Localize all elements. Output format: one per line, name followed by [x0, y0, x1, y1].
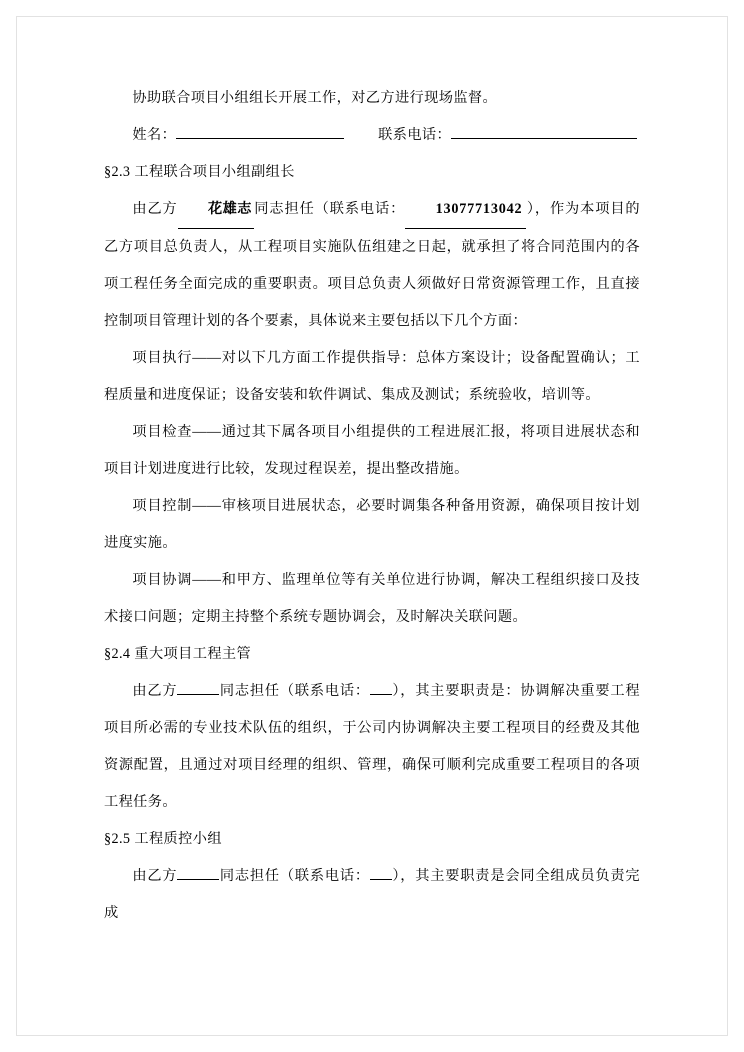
signature-line — [104, 117, 640, 154]
paragraph-2-3-e: 项目协调——和甲方、监理单位等有关单位进行协调，解决工程组织接口及技术接口问题；定期主持整个系统专题协调会，及时解决关联问题。 — [104, 572, 640, 625]
party-suffix: ），其主要职责是会同全组成员负责完成 — [104, 868, 640, 921]
party-mid: 同志担任（联系电话： — [253, 201, 406, 217]
phone-blank-field[interactable] — [451, 124, 637, 139]
document-body — [104, 80, 640, 932]
paragraph-2-3-b: 项目执行——对以下几方面工作提供指导：总体方案设计；设备配置确认；工程质量和进度保证；设备安装和软件调试、集成及测试；系统验收，培训等。 — [104, 350, 640, 403]
name-blank-field[interactable] — [176, 124, 344, 139]
heading-2-5: §2.5 工程质控小组 — [104, 831, 222, 847]
paragraph-2-3-a — [104, 191, 640, 340]
name-blank-field[interactable] — [177, 680, 219, 695]
phone-blank-field[interactable] — [370, 680, 392, 695]
name-label: 姓名： — [132, 127, 177, 143]
party-mid: 同志担任（联系电话： — [219, 683, 370, 699]
filled-phone-value[interactable]: 13077713042 — [405, 191, 526, 229]
party-prefix: 由乙方 — [132, 683, 178, 699]
paragraph-2-5-a — [104, 858, 640, 932]
name-blank-field[interactable] — [177, 865, 219, 880]
heading-2-3: §2.3 工程联合项目小组副组长 — [104, 164, 295, 180]
party-prefix: 由乙方 — [132, 868, 178, 884]
party-suffix: ），作为本项目的乙方项目总负责人，从工程项目实施队伍组建之日起，就承担了将合同范围内的各项工程任务全面完成的重要职责。项目总负责人须做好日常资源管理工作，且直接控制项目管理计划的各个要素，具体说来主要包括以下几个方面： — [104, 201, 640, 329]
phone-label: 联系电话： — [378, 127, 452, 143]
party-mid: 同志担任（联系电话： — [219, 868, 370, 884]
heading-2-4: §2.4 重大项目工程主管 — [104, 646, 252, 662]
filled-name-value[interactable]: 花雄志 — [178, 191, 254, 229]
phone-blank-field[interactable] — [370, 865, 392, 880]
party-prefix: 由乙方 — [132, 201, 178, 217]
paragraph-2-4-a — [104, 673, 640, 821]
paragraph-intro: 协助联合项目小组组长开展工作，对乙方进行现场监督。 — [132, 90, 498, 106]
paragraph-2-3-c: 项目检查——通过其下属各项目小组提供的工程进展汇报，将项目进展状态和项目计划进度进行比较，发现过程误差，提出整改措施。 — [104, 424, 640, 477]
party-suffix: ），其主要职责是：协调解决重要工程项目所必需的专业技术队伍的组织，于公司内协调解决主要工程项目的经费及其他资源配置，且通过对项目经理的组织、管理，确保可顺利完成重要工程项目的各项工程任务。 — [104, 683, 640, 810]
paragraph-2-3-d: 项目控制——审核项目进展状态，必要时调集各种备用资源，确保项目按计划进度实施。 — [104, 498, 640, 551]
